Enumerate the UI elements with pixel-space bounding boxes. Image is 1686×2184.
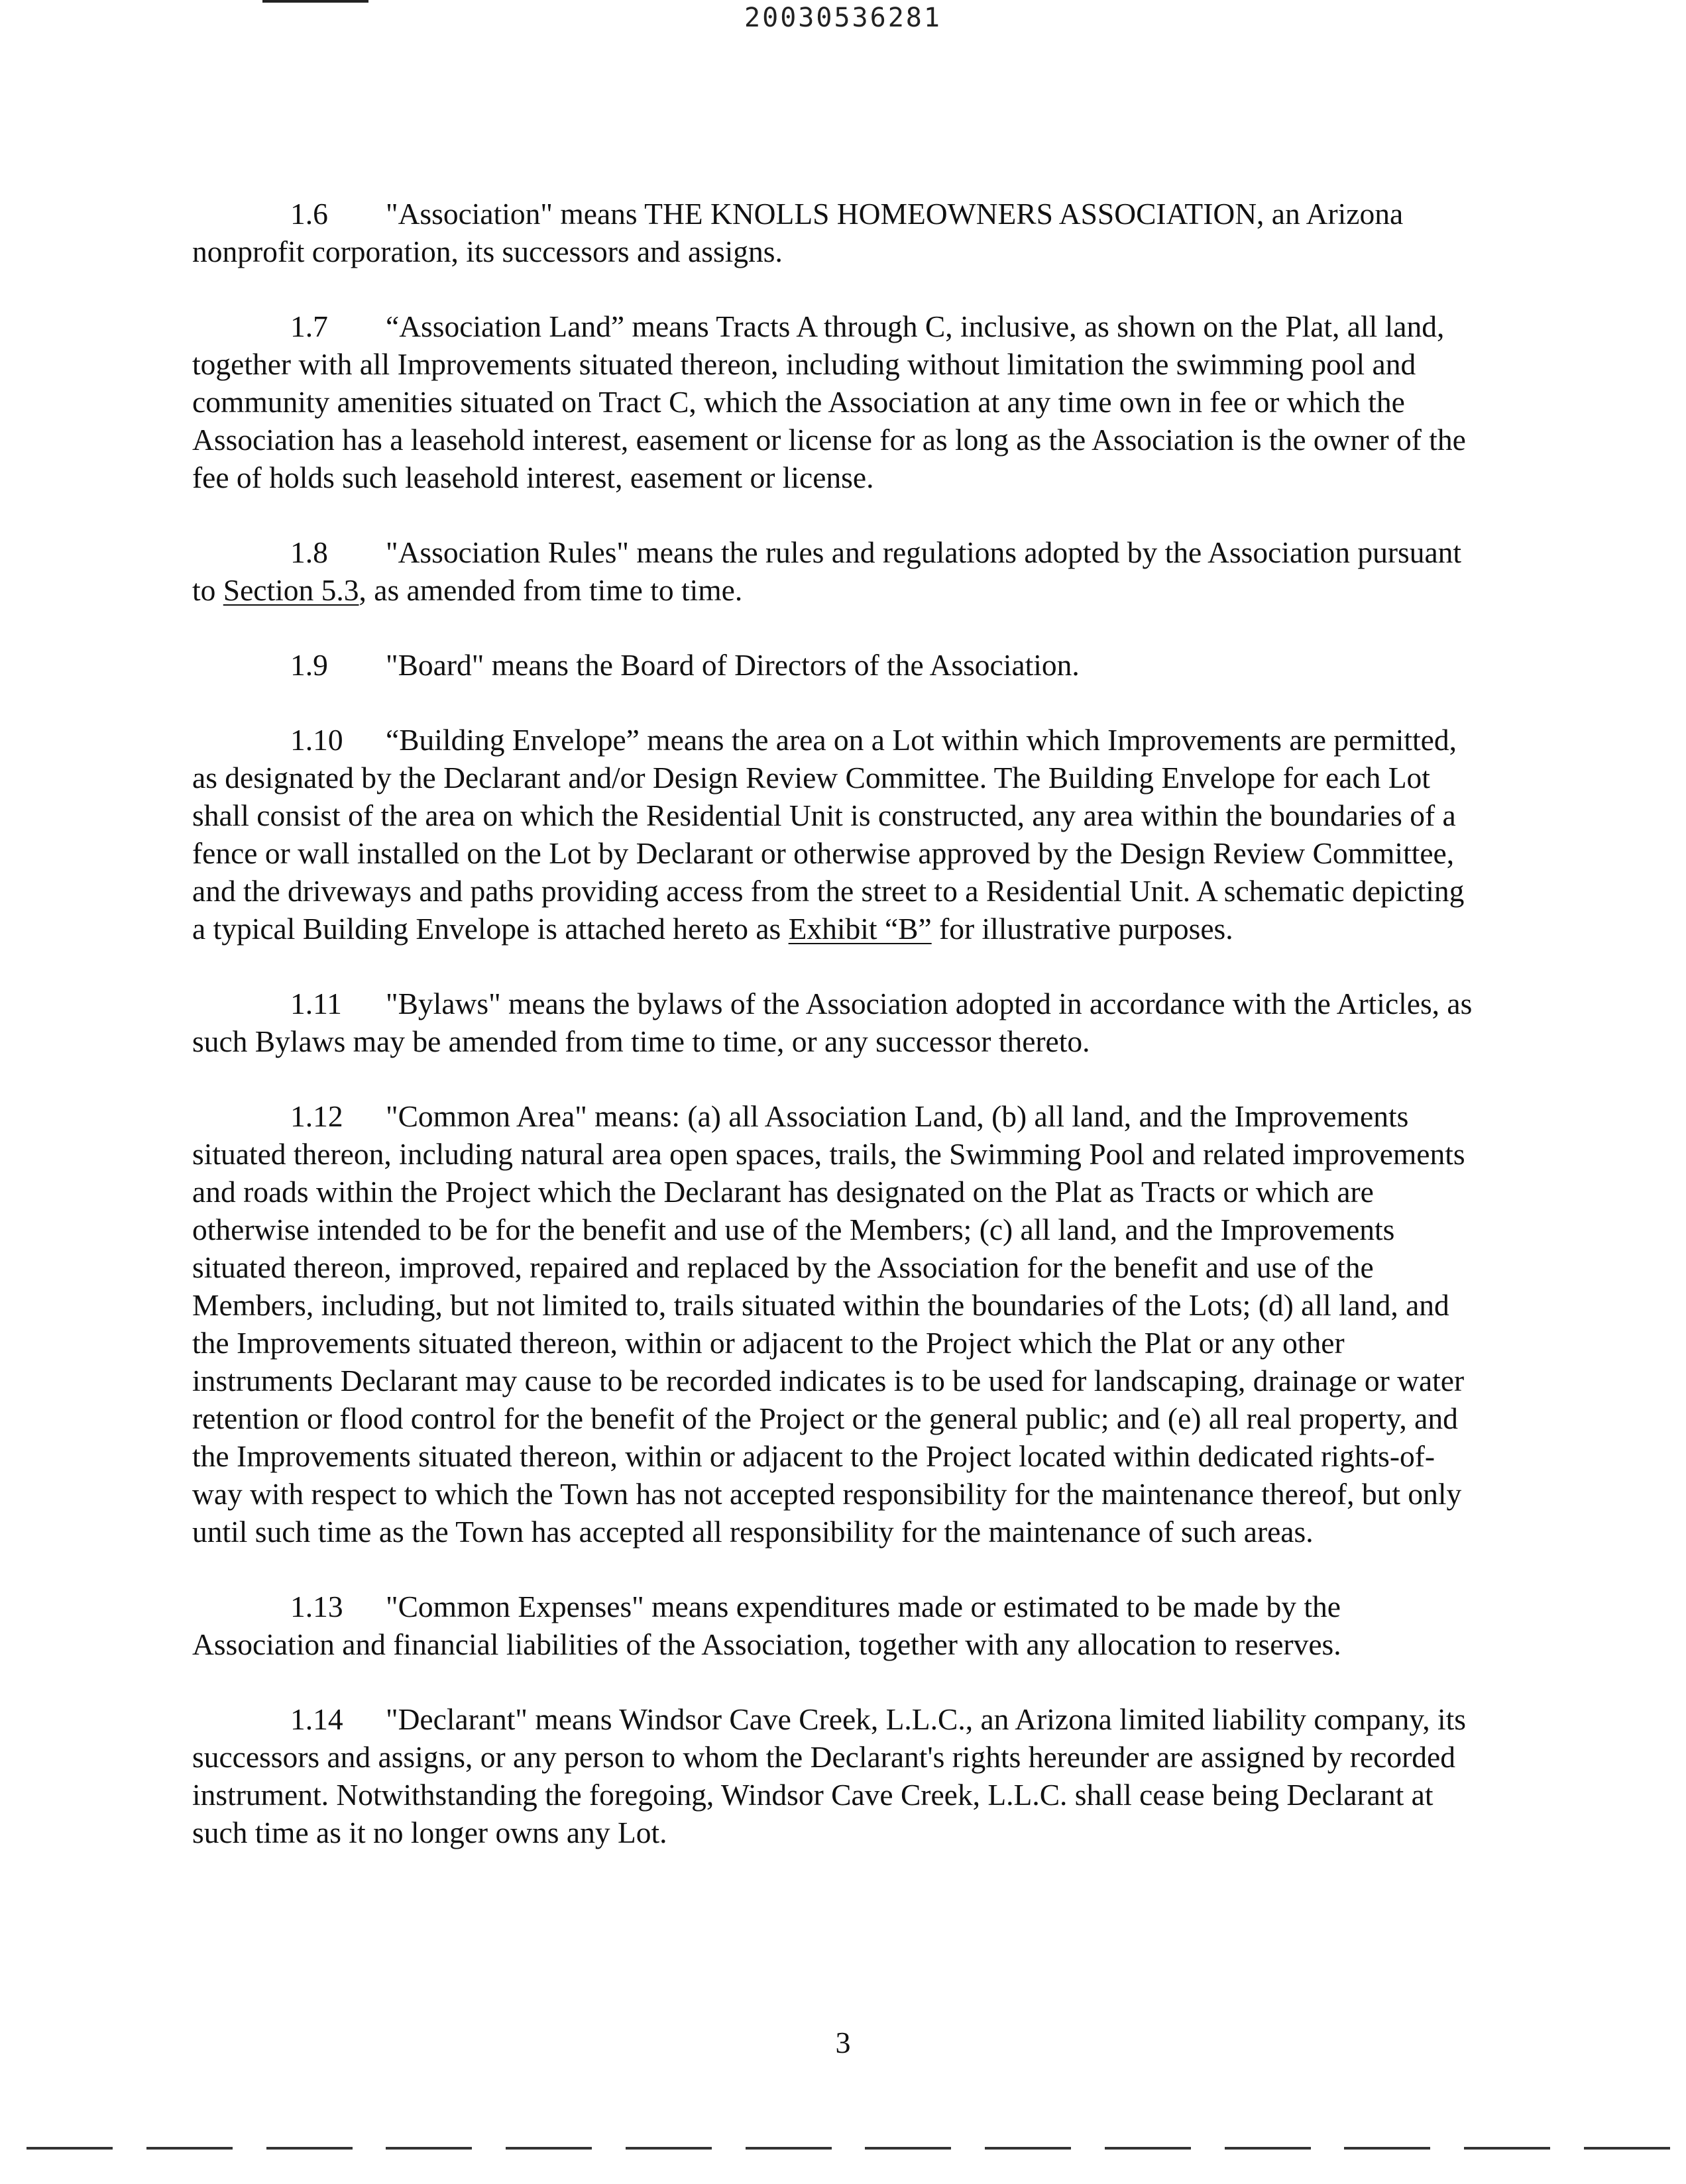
section-text-continued: , as amended from time to time. [359, 573, 743, 607]
section-text-continued: for illustrative purposes. [931, 912, 1233, 946]
scan-rule [1584, 2147, 1670, 2150]
section-1-8 [192, 533, 1485, 609]
scan-rule [506, 2147, 592, 2150]
document-number: 20030536281 [744, 3, 942, 33]
section-text: "Board" means the Board of Directors of the Association. [386, 648, 1080, 682]
scan-rule [1105, 2147, 1191, 2150]
section-text: "Association" means THE KNOLLS HOMEOWNERS ASSOCIATION, an Arizona nonprofit corporation, its successors and assigns. [192, 197, 1404, 268]
section-reference-link[interactable]: Section 5.3 [223, 573, 359, 607]
section-1-7 [192, 307, 1485, 496]
section-number: 1.11 [290, 987, 342, 1020]
section-number: 1.8 [290, 535, 328, 569]
exhibit-reference-link[interactable]: Exhibit “B” [788, 912, 932, 946]
section-text: "Declarant" means Windsor Cave Creek, L.L.C., an Arizona limited liability company, its successors and assigns, or any person to whom the Declarant's rights hereunder are assigned by recorded instrument. Notwithstanding the foregoing, Windsor Cave Creek, L.L.C. shall cease being Declarant at such time as it no longer owns any Lot. [192, 1702, 1466, 1849]
section-number: 1.10 [290, 723, 343, 757]
section-number: 1.6 [290, 197, 328, 231]
scan-rule [1225, 2147, 1311, 2150]
scan-rule [746, 2147, 832, 2150]
section-text: “Association Land” means Tracts A through C, inclusive, as shown on the Plat, all land, together with all Improvements situated thereon, including without limitation the swimming pool and community amenities situated on Tract C, which the Association at any time own in fee or which the Association has a leasehold interest, easement or license for as long as the Association is the owner of the fee of holds such leasehold interest, easement or license. [192, 309, 1466, 494]
section-1-10 [192, 721, 1485, 948]
section-1-14 [192, 1700, 1485, 1851]
scan-rule [386, 2147, 472, 2150]
section-text: "Bylaws" means the bylaws of the Association adopted in accordance with the Articles, as such Bylaws may be amended from time to time, or any successor thereto. [192, 987, 1473, 1058]
section-1-12 [192, 1097, 1485, 1551]
section-1-11 [192, 985, 1485, 1060]
scan-rule [27, 2147, 113, 2150]
section-text: "Common Expenses" means expenditures made or estimated to be made by the Association and financial liabilities of the Association, together with any allocation to reserves. [192, 1590, 1341, 1661]
scan-rule [146, 2147, 233, 2150]
section-number: 1.14 [290, 1702, 343, 1736]
scan-rule [985, 2147, 1071, 2150]
scan-rule [1344, 2147, 1430, 2150]
section-text: "Association Rules" means the rules and regulations adopted by the Association pursuant to [192, 535, 1462, 607]
section-text: “Building Envelope” means the area on a Lot within which Improvements are permitted, as designated by the Declarant and/or Design Review Committee. The Building Envelope for each Lot shall consist of the area on which the Residential Unit is constructed, any area within the boundaries of a fence or wall installed on the Lot by Declarant or otherwise approved by the Design Review Committee, and the driveways and paths providing access from the street to a Residential Unit. A schematic depicting a typical Building Envelope is attached hereto as [192, 723, 1465, 946]
section-1-9 [192, 646, 1485, 684]
section-number: 1.9 [290, 648, 328, 682]
scan-rule [266, 2147, 353, 2150]
section-number: 1.12 [290, 1099, 343, 1133]
section-number: 1.13 [290, 1590, 343, 1623]
page-number: 3 [835, 2026, 851, 2059]
section-text: "Common Area" means: (a) all Association Land, (b) all land, and the Improvements situated thereon, including natural area open spaces, trails, the Swimming Pool and related improvements and roads within the Project which the Declarant has designated on the Plat as Tracts or which are otherwise intended to be for the benefit and use of the Members; (c) all land, and the Improvements situated thereon, improved, repaired and replaced by the Association for the benefit and use of the Members, including, but not limited to, trails situated within the boundaries of the Lots; (d) all land, and the Improvements situated thereon, within or adjacent to the Project which the Plat or any other instruments Declarant may cause to be recorded indicates is to be used for landscaping, drainage or water retention or flood control for the benefit of the Project or the general public; and (e) all real property, and the Improvements situated thereon, within or adjacent to the Project located within dedicated rights-of-way with respect to which the Town has not accepted responsibility for the maintenance thereof, but only until such time as the Town has accepted all responsibility for the maintenance of such areas. [192, 1099, 1465, 1549]
section-1-6 [192, 195, 1485, 270]
scan-rule [1464, 2147, 1550, 2150]
document-body [192, 195, 1485, 1888]
bottom-scan-rules [27, 2147, 1670, 2151]
section-1-13 [192, 1588, 1485, 1663]
scan-rule [626, 2147, 712, 2150]
section-number: 1.7 [290, 309, 328, 343]
scan-rule [865, 2147, 951, 2150]
